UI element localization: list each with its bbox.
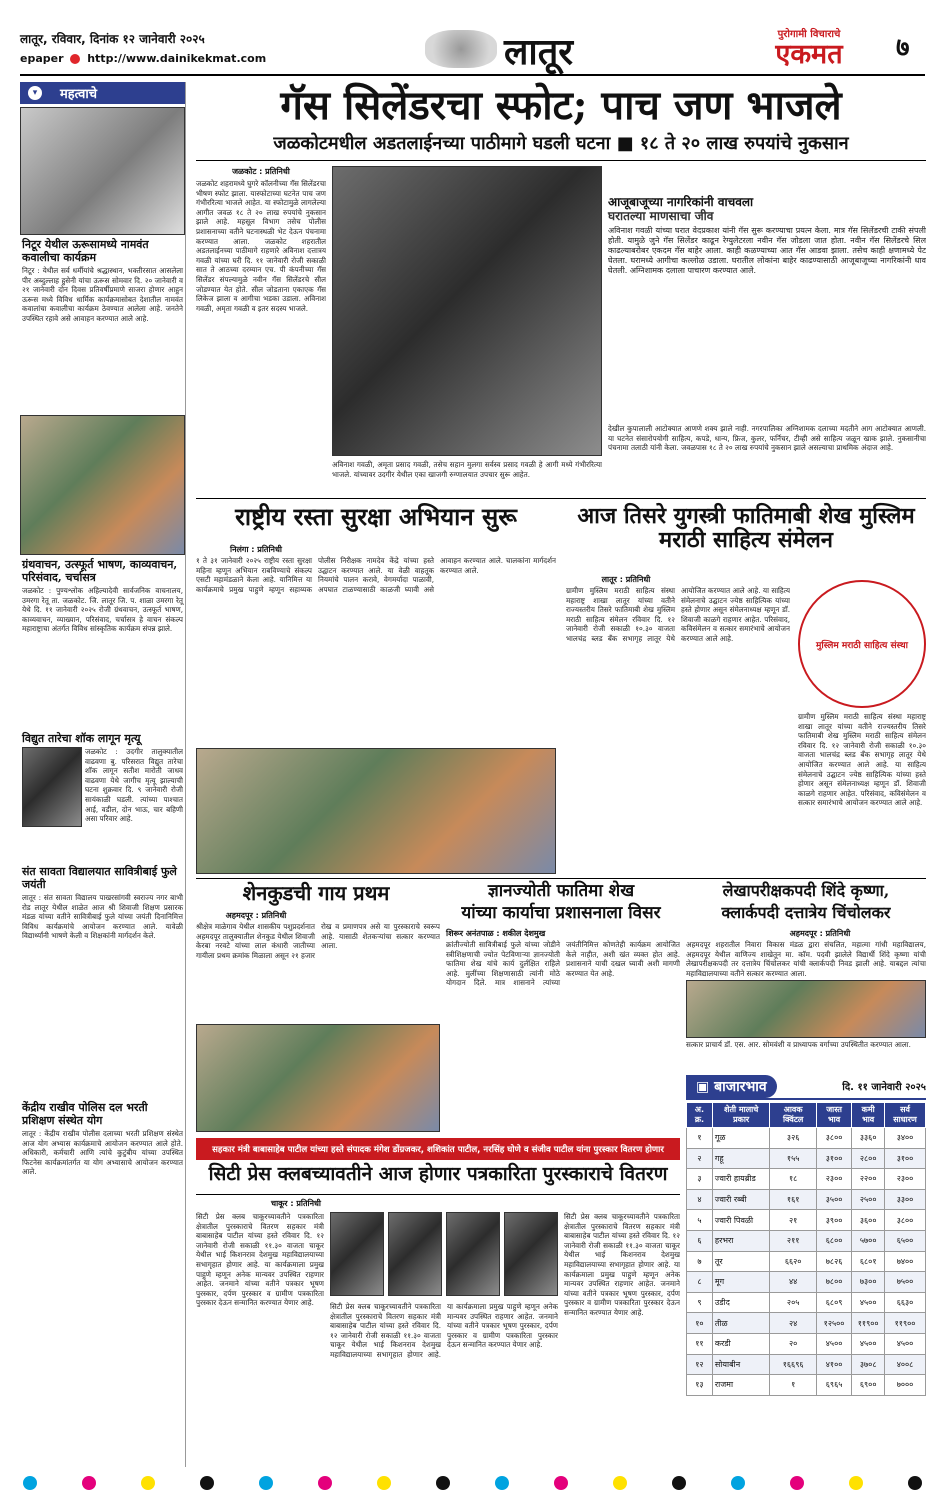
- website-link[interactable]: http://www.dainikekmat.com: [87, 52, 267, 65]
- market-title-badge: [686, 1075, 777, 1098]
- cow-headline: शेनकुडची गाय प्रथम: [242, 881, 390, 905]
- sidebar-headline: ग्रंथवाचन, उत्स्फूर्त भाषण, काव्यवाचन, परिसंवाद, चर्चासत्र: [22, 558, 178, 584]
- table-cell: ४५००: [852, 1333, 885, 1354]
- cow-byline: अहमदपूर : प्रतिनिधी: [225, 911, 287, 920]
- table-cell: ३१००: [816, 1148, 851, 1169]
- table-cell: ५: [687, 1210, 713, 1231]
- table-cell: ४४: [770, 1272, 816, 1293]
- table-cell: ३९००: [816, 1210, 851, 1231]
- sidebar-photo-shrine: [20, 107, 185, 235]
- emblem-text: मुस्लिम मराठी साहित्य संस्था: [816, 640, 908, 651]
- road-body: १ ते ३१ जानेवारी २०२५ राष्ट्रीय रस्ता सुरक्षा महिना म्हणून अभियान राबविण्याचे संकल्प एसटी महामंडळाने केला आहे. यानिमित्त या कार्यक्रमाचे प्रमुख पाहुणे म्हणून सहाय्यक पोलीस निरीक्षक नामदेव केंद्रे यांच्या हस्ते उद्घाटन करण्यात आले. या वेळी वाहतूक नियमांचे पालन करावे, वेगमर्यादा पाळावी, अपघात टाळण्यासाठी काळजी घ्यावी असे आवाहन करण्यात आले. चालकांना मार्गदर्शन करण्यात आले.: [196, 556, 556, 594]
- bottom-banner: [196, 1138, 680, 1160]
- table-cell: गूळ: [712, 1128, 770, 1149]
- shop-icon: ▣: [696, 1078, 710, 1095]
- table-cell: करडी: [712, 1333, 770, 1354]
- table-cell: ४१००: [816, 1354, 851, 1375]
- table-row: [687, 1333, 926, 1354]
- market-date: दि. ११ जानेवारी २०२५: [842, 1082, 926, 1093]
- table-cell: ४: [687, 1189, 713, 1210]
- table-cell: २०५: [770, 1292, 816, 1313]
- jyoti-headline-2: यांच्या कार्याचा प्रशासनाला विसर: [461, 903, 661, 923]
- table-cell: ६: [687, 1230, 713, 1251]
- sidebar-body: निटूर : येथील सर्व धर्मीयांचे श्रद्धास्थान, भक्तीरसात आसलेला पीर अब्दुल्लाह हुसेनी यांचा ऊरूस सोमवार दि. २० जानेवारी व २१ जानेवारी दोन दिवस प्रतिवर्षीप्रमाणे साजरा होणार आहुन ऊरूस मध्ये विविध धार्मिक कार्यक्रमासोबत देशातील नामवंत कवालांचा कवालीचा कार्यक्रम ठेवण्यात आलेला आहे. जनतेने उपस्थित रहावे असे आवाहन करण्यात आले आहे.: [22, 266, 183, 323]
- table-row: [687, 1148, 926, 1169]
- market-column-header: सर्व साधारण: [885, 1103, 926, 1128]
- audit-byline: अहमदपूर : प्रतिनिधी: [789, 929, 851, 938]
- market-table: [686, 1102, 926, 1396]
- road-byline: निलंगा : प्रतिनिधी: [230, 545, 282, 554]
- table-cell: ६६३०: [885, 1292, 926, 1313]
- table-cell: २४: [770, 1313, 816, 1334]
- table-cell: ६९००: [852, 1375, 885, 1396]
- dateline: लातूर, रविवार, दिनांक १२ जानेवारी २०२५: [20, 32, 205, 46]
- audit-photo: [686, 980, 926, 1038]
- market-column-header: कमी भाव: [852, 1103, 885, 1128]
- market-column-header: जास्त भाव: [816, 1103, 851, 1128]
- cow-body: श्रीक्षेत्र माळेगाव येथील शासकीय पशुप्रदर्शनात अहमदपूर तालुक्यातील शेनकुड येथील शिवाजी केरबा नरवटे यांच्या लाल कंधारी जातीच्या गायीला प्रथम क्रमांक मिळाला असून २१ हजार रोख व प्रमाणपत्र असे या पुरस्काराचे स्वरूप आहे. यासाठी शेतकऱ्यांचा सत्कार करण्यात आला.: [196, 922, 440, 960]
- table-cell: २८००: [852, 1148, 885, 1169]
- sidebar-headline: केंद्रीय राखीव पोलिस दल भरती प्रशिक्षण संस्थेत योग: [22, 1101, 148, 1127]
- header-rule: [20, 74, 925, 76]
- table-cell: १०: [687, 1313, 713, 1334]
- table-cell: ज्वारी पिवळी: [712, 1210, 770, 1231]
- table-cell: ५७००: [852, 1230, 885, 1251]
- sidebar-header: [20, 82, 185, 104]
- table-cell: ३६००: [852, 1210, 885, 1231]
- lead-photo-fire: [332, 166, 602, 456]
- jyoti-headline-1: ज्ञानज्योती फातिमा शेख: [487, 881, 635, 901]
- table-row: [687, 1272, 926, 1293]
- table-cell: १६१: [770, 1189, 816, 1210]
- table-cell: मूग: [712, 1272, 770, 1293]
- sidebar-body: जळकोट : उदगीर तालुक्यातील वाढवणा बु. परिसरात विद्युत तारेचा शॉक लागून सतीश मारोती जाधव वाढवणा येथे जागीच मृत्यू झाल्याची घटना शुक्रवार दि. ९ जानेवारी रोजी सायंकाळी घडली. त्यांच्या पाश्चात आई, वडील, दोन भाऊ, चार बहिणी असा परिवार आहे.: [85, 747, 183, 824]
- epaper-line: [20, 52, 266, 65]
- masthead: [20, 28, 925, 72]
- table-cell: राजमा: [712, 1375, 770, 1396]
- sidebar-title: महत्वाचे: [60, 87, 97, 102]
- bottom-rule: [196, 1194, 680, 1195]
- table-cell: १२: [687, 1354, 713, 1375]
- table-cell: ११: [687, 1333, 713, 1354]
- road-photo-event: [196, 748, 556, 874]
- cow-photo: [196, 1024, 440, 1132]
- sidebar-headline: विद्युत तारेचा शॉक लागून मृत्यू: [22, 732, 141, 745]
- sidebar-headline: निटूर येथील ऊरूसामध्ये नामवंत कवालीचा कार्यक्रम: [22, 238, 149, 264]
- bottom-body-right: सिटी प्रेस क्लब चाकूरच्यावतीने पत्रकारिता क्षेत्रातील पुरस्काराचे वितरण सहकार मंत्री बाबासाहेब पाटील यांच्या हस्ते रविवार दि. १२ जानेवारी रोजी सकाळी ११.३० वाजता चाकूर येथील भाई किशनराव देशमुख महाविद्यालयाच्या सभागृहात होणार आहे. या कार्यक्रमाला प्रमुख पाहुणे म्हणून अनेक मान्यवर उपस्थित राहणार आहेत. जनमाने यांच्या वतीने पत्रकार भूषण पुरस्कार, दर्पण पुरस्कार व ग्रामीण पत्रकारिता पुरस्कार देऊन सन्मानित करण्यात येणार आहे.: [564, 1212, 680, 1317]
- sidebar: [20, 82, 186, 1467]
- market-table-header: [687, 1103, 926, 1128]
- table-row: [687, 1128, 926, 1149]
- fatima-headline: आज तिसरे युगस्त्री फातिमाबी शेख मुस्लिम मराठी साहित्य संमेलन: [577, 503, 915, 554]
- table-cell: ३३६०: [852, 1128, 885, 1149]
- table-cell: ८: [687, 1272, 713, 1293]
- table-cell: ४००८: [885, 1354, 926, 1375]
- portrait-photo: [388, 1212, 442, 1296]
- bottom-body-mid: सिटी प्रेस क्लब चाकूरच्यावतीने पत्रकारिता क्षेत्रातील पुरस्काराचे वितरण सहकार मंत्री बाबासाहेब पाटील यांच्या हस्ते रविवार दि. १२ जानेवारी रोजी सकाळी ११.३० वाजता चाकूर येथील भाई किशनराव देशमुख महाविद्यालयाच्या सभागृहात होणार आहे. या कार्यक्रमाला प्रमुख पाहुणे म्हणून अनेक मान्यवर उपस्थित राहणार आहेत. जनमाने यांच्या वतीने पत्रकार भूषण पुरस्कार, दर्पण पुरस्कार व ग्रामीण पत्रकारिता पुरस्कार देऊन सन्मानित करण्यात येणार आहे.: [330, 1302, 558, 1359]
- table-cell: ज्वारी रब्बी: [712, 1189, 770, 1210]
- table-cell: २३००: [816, 1169, 851, 1190]
- table-cell: ७३००: [852, 1272, 885, 1293]
- jyoti-body: क्रांतीज्योती सावित्रीबाई फुले यांच्या जोडीने स्त्रीशिक्षणाची ज्योत पेटविणाऱ्या ज्ञानज्योती फातिमा शेख यांचे कार्य दुर्लक्षित राहिले आहे. मुलींच्या शिक्षणासाठी त्यांनी मोठे योगदान दिले. मात्र शासनाने त्यांच्या जयंतीनिमित्त कोणतेही कार्यक्रम आयोजित केले नाहीत, अशी खंत व्यक्त होत आहे. प्रशासनाने याची दखल घ्यावी अशी मागणी करण्यात येत आहे.: [446, 940, 680, 988]
- table-cell: २५००: [852, 1189, 885, 1210]
- epaper-label: epaper: [20, 52, 64, 65]
- brand-logo: एकमत: [775, 39, 843, 70]
- table-cell: १८: [770, 1169, 816, 1190]
- table-cell: ३३००: [885, 1189, 926, 1210]
- lead-column: [196, 166, 326, 494]
- table-row: [687, 1169, 926, 1190]
- section-rule: [196, 498, 926, 499]
- sidebox-subtitle: घरातल्या माणसाचा जीव: [608, 208, 714, 223]
- table-cell: तूर: [712, 1251, 770, 1272]
- table-row: [687, 1230, 926, 1251]
- sidebox-body: अविनाश गवळी यांच्या घरात वेदप्रकाश यांनी गॅस सुरू करण्याचा प्रयत्न केला. मात्र गॅस सिलेंडरची टाकी संपली होती. यामुळे जुने गॅस सिलेंडर काढून रेग्युलेटरला नवीन गॅस जोडला जात होता. नवीन गॅस सिलेंडरचे सिल काढल्याबरोबर एकदम गॅस बाहेर आला. काही कळण्याच्या आत गॅस आडवा झाला. तसेच काही क्षणामध्ये पेट घेतला. घरामध्ये आगीचा कल्लोळ उडाला. घरातील लोकांना बाहेर काढण्यासाठी आजूबाजूच्या नागरिकांनी धाव घेतली. अग्निशामक दलाला पाचारण करण्यात आले.: [608, 225, 926, 276]
- table-cell: ७८००: [816, 1272, 851, 1293]
- audit-body: अहमदपूर शहरातील निवारा विकास मंडळ द्वारा संचलित, महात्मा गांधी महाविद्यालय, अहमदपूर येथील वाणिज्य शाखेतून मा. कॉम. पदवी झालेले विद्यार्थी शिंदे कृष्णा यांची लेखापरीक्षकपदी तर दत्तात्रेय चिंचोलकर यांची क्लार्कपदी निवड झाली आहे. याबद्दल त्यांचा महाविद्यालयाच्या वतीने सत्कार करण्यात आला.: [686, 940, 926, 978]
- table-cell: ३१००: [885, 1148, 926, 1169]
- market-column-header: आवक क्विंटल: [770, 1103, 816, 1128]
- sidebar-story-row: [20, 745, 185, 861]
- brand-tagline: पुरोगामी विचाराचे: [777, 29, 841, 40]
- table-cell: २११: [770, 1230, 816, 1251]
- table-cell: १३: [687, 1375, 713, 1396]
- table-cell: ९: [687, 1292, 713, 1313]
- table-cell: १५५: [770, 1148, 816, 1169]
- table-cell: ३८००: [885, 1210, 926, 1231]
- table-cell: हरभरा: [712, 1230, 770, 1251]
- bottom-body-left: सिटी प्रेस क्लब चाकूरच्यावतीने पत्रकारिता क्षेत्रातील पुरस्काराचे वितरण सहकार मंत्री बाबासाहेब पाटील यांच्या हस्ते रविवार दि. १२ जानेवारी रोजी सकाळी ११.३० वाजता चाकूर येथील भाई किशनराव देशमुख महाविद्यालयाच्या सभागृहात होणार आहे. या कार्यक्रमाला प्रमुख पाहुणे म्हणून अनेक मान्यवर उपस्थित राहणार आहेत. जनमाने यांच्या वतीने पत्रकार भूषण पुरस्कार, दर्पण पुरस्कार व ग्रामीण पत्रकारिता पुरस्कार देऊन सन्मानित करण्यात येणार आहे.: [196, 1212, 324, 1308]
- table-cell: ६८०९: [816, 1292, 851, 1313]
- table-row: [687, 1251, 926, 1272]
- table-cell: १: [687, 1128, 713, 1149]
- globe-icon: [70, 54, 80, 64]
- bottom-byline: चाकूर : प्रतिनिधी: [270, 1199, 322, 1208]
- table-cell: २: [687, 1148, 713, 1169]
- bottom-portraits: [330, 1212, 558, 1296]
- lead-photo-caption: अविनाश गवळी, अमृता प्रसाद गवळी, तसेच सहान मुलगा सर्वस्व प्रसाद गवळी हे आगी मध्ये गंभीररित्या भाजले. यांच्यावर उदगीर येथील एका खाजगी रुग्णालयात उपचार सुरू आहेत.: [332, 460, 602, 479]
- table-cell: ४५००: [816, 1333, 851, 1354]
- audit-headline-2: क्लार्कपदी दत्तात्रेय चिंचोलकर: [721, 903, 891, 922]
- table-cell: ३७०८: [852, 1354, 885, 1375]
- sidebar-body: जळकोट : पुण्यश्लोक अहिल्यादेवी सार्वजनिक वाचनालय, उमरगा रेतू ता. जळकोट. जि. लातूर जि. प. शाळा उमरगा रेतू येथे दि. ११ जानेवारी २०२५ रोजी ग्रंथवाचन, उत्स्फूर्त भाषण, काव्यवाचन, व्याख्यान, परिसंवाद, चर्चासत्र हे वाचन संकल्प महाराष्ट्राचा अंतर्गत विविध सांस्कृतिक कार्यक्रम संपन्न झाले.: [22, 586, 183, 634]
- table-cell: ३: [687, 1169, 713, 1190]
- table-cell: १६६९६: [770, 1354, 816, 1375]
- market-title: बाजारभाव: [714, 1078, 767, 1095]
- table-cell: ६६२०: [770, 1251, 816, 1272]
- market-column-header: अ. क्र.: [687, 1103, 713, 1128]
- market-header: [686, 1074, 926, 1100]
- jyoti-byline: शिरूर अनंतपाळ : शकील देशमुख: [446, 929, 546, 938]
- table-cell: ३५००: [816, 1189, 851, 1210]
- table-row: [687, 1210, 926, 1231]
- table-cell: गहू: [712, 1148, 770, 1169]
- city-name: लातूर: [504, 31, 573, 73]
- table-cell: ६८००: [816, 1230, 851, 1251]
- table-cell: उडीद: [712, 1292, 770, 1313]
- fatima-emblem: [798, 580, 926, 708]
- brand-block: [744, 26, 874, 70]
- portrait-photo: [22, 747, 82, 827]
- table-row: [687, 1189, 926, 1210]
- page-number: ७: [896, 33, 910, 63]
- banner-text: सहकार मंत्री बाबासाहेब पाटील यांच्या हस्ते संपादक मंगेश डोंग्रजकर, शशिकांत पाटील, नरसिंह घोणे व संजीव पाटील यांना पुरस्कार वितरण होणार: [212, 1145, 664, 1155]
- sidebar-body: लातूर : केंद्रीय राखीव पोलीस दलाच्या भरती प्रशिक्षण संस्थेत आज योग अभ्यास कार्यक्रमाचे आयोजन करण्यात आले होते. अधिकारी, कर्मचारी आणि त्यांचे कुटुंबीय यांच्या उपस्थित फिटनेस कार्यक्रमांतर्गत या योग अभ्यासाचे आयोजन करण्यात आले.: [22, 1129, 183, 1177]
- section-rule: [196, 878, 926, 879]
- table-cell: १: [770, 1375, 816, 1396]
- market-panel: [686, 1074, 926, 1468]
- sidebar-photo-students: [20, 415, 185, 555]
- table-cell: ७०००: [885, 1375, 926, 1396]
- portrait-photo: [504, 1212, 558, 1296]
- table-cell: ३४००: [885, 1128, 926, 1149]
- table-cell: ६८०१: [852, 1251, 885, 1272]
- table-row: [687, 1313, 926, 1334]
- table-cell: ४५००: [852, 1292, 885, 1313]
- chevron-down-icon: ▾: [28, 86, 42, 100]
- table-cell: २०: [770, 1333, 816, 1354]
- sidebar-body: लातूर : संत सावता विद्यालय पाखरसांगवी स्वराज्य नगर बाभी रोड लातूर येथील शाळेत आज श्री शिवाजी शिक्षण प्रसारक मंडळ यांच्या वतीने सावित्रीबाई फुले यांच्या जयंती दिनानिमित्त विविध कार्यक्रमांचे आयोजन करण्यात आले. यावेळी विद्यार्थ्यांनी भाषणे केली व शिक्षकांनी मार्गदर्शन केले.: [22, 893, 183, 941]
- fatima-body: ग्रामीण मुस्लिम मराठी साहित्य संस्था महाराष्ट्र शाखा लातूर यांच्या वतीने राज्यस्तरीय तिसरे फातिमाबी शेख मुस्लिम मराठी साहित्य संमेलन रविवार दि. १२ जानेवारी रोजी सकाळी १०.३० वाजता भालचंद्र ब्लड बँक सभागृह लातूर येथे आयोजित करण्यात आले आहे. या साहित्य संमेलनाचे उद्घाटन ज्येष्ठ साहित्यिक यांच्या हस्ते होणार असून संमेलनाध्यक्ष म्हणून डॉ. शिवाजी काळगे राहणार आहेत. परिसंवाद, कविसंमेलन व सत्कार समारंभाचे आयोजन करण्यात आले आहे.: [566, 586, 790, 643]
- table-row: [687, 1292, 926, 1313]
- lead-body: जळकोट शहरामध्ये घुगरे कॉलनीच्या गॅस सिलेंडरचा भीषण स्फोट झाला. यास्फोटाच्या घटनेत पाच जण गंभीररित्या भाजले आहेत. या स्फोटामुळे लागलेल्या आगीत जवळ १८ ते २० लाख रुपयांचे नुकसान झाले आहे. महसूल विभाग तसेच पोलीस प्रशासनाच्या वतीने घटनास्थळी भेट देऊन पंचनामा करण्यात आला. जळकोट शहरातील अडतलाईनच्या पाठीमागे राहणारे अविनाश दत्तात्रय गवळी यांच्या घरी दि. ११ जानेवारी रोजी सकाळी सात ते आठच्या दरम्यान एच. पी कंपनीच्या गॅस सिलेंडर संपल्यामुळे नवीन गॅस सिलेंडरचे सील जोडण्यात येत होते. सील जोडताना एकाएक गॅस लिकेज झाला व आगीचा भडका उडाला. अविनाश गवळी, अमृता गवळी व इतर सदस्य भाजले.: [196, 179, 326, 313]
- table-cell: ७५००: [885, 1272, 926, 1293]
- lead-rule: [196, 160, 926, 161]
- lead-sidebox: [608, 196, 926, 416]
- market-table-body: [687, 1128, 926, 1396]
- table-cell: सोयाबीन: [712, 1354, 770, 1375]
- table-cell: ३८००: [816, 1128, 851, 1149]
- lead-bottom-body: देखील कुपालाली आटोक्यात आणणे शक्य झाले नाही. नगरपालिका अग्निशामक दलाच्या मदतीने आग आटोक्यात आणली. या घटनेत संसारोपयोगी साहित्य, कपडे, धान्य, फ्रिज, कुलर, फर्निचर, टीव्ही असे साहित्य जळून खाक झाले. नुकसानीचा पंचनामा तलाठी यांनी केला. जवळपास १८ ते २० लाख रुपयांचे नुकसान झाले असल्याचा प्राथमिक अंदाज आहे.: [608, 424, 926, 453]
- audit-headline-1: लेखापरीक्षकपदी शिंदे कृष्णा,: [722, 881, 890, 900]
- table-cell: १२५००: [816, 1313, 851, 1334]
- table-cell: ३२६: [770, 1128, 816, 1149]
- market-column-header: शेती मालाचे प्रकार: [712, 1103, 770, 1128]
- table-cell: ६५००: [885, 1230, 926, 1251]
- lead-headline: गॅस सिलेंडरचा स्फोट; पाच जण भाजले: [280, 82, 842, 129]
- table-cell: ७८२६: [816, 1251, 851, 1272]
- sidebar-headline: संत सावता विद्यालयात सावित्रीबाई फुले जयंती: [22, 865, 177, 891]
- road-headline: राष्ट्रीय रस्ता सुरक्षा अभियान सुरू: [235, 502, 517, 531]
- table-cell: २२००: [852, 1169, 885, 1190]
- lead-byline: जळकोट : प्रतिनिधी: [232, 167, 290, 176]
- sidebox-title: आजूबाजूच्या नागरिकांनी वाचवला: [608, 195, 754, 209]
- fatima-body-extra: ग्रामीण मुस्लिम मराठी साहित्य संस्था महाराष्ट्र शाखा लातूर यांच्या वतीने राज्यस्तरीय तिसरे फातिमाबी शेख मुस्लिम मराठी साहित्य संमेलन रविवार दि. १२ जानेवारी रोजी सकाळी १०.३० वाजता भालचंद्र ब्लड बँक सभागृह लातूर येथे आयोजित करण्यात आले आहे. या साहित्य संमेलनाचे उद्घाटन ज्येष्ठ साहित्यिक यांच्या हस्ते होणार असून संमेलनाध्यक्ष म्हणून डॉ. शिवाजी काळगे राहणार आहेत. परिसंवाद, कविसंमेलन व सत्कार समारंभाचे आयोजन करण्यात आले आहे.: [798, 712, 926, 808]
- table-cell: २१: [770, 1210, 816, 1231]
- table-cell: ७: [687, 1251, 713, 1272]
- city-emblem-icon: [425, 30, 497, 68]
- table-row: [687, 1375, 926, 1396]
- fatima-byline: लातूर : प्रतिनिधी: [601, 575, 651, 584]
- table-cell: ज्वारी हायब्रीड: [712, 1169, 770, 1190]
- portrait-photo: [330, 1212, 384, 1296]
- lead-subhead: जळकोटमधील अडतलाईनच्या पाठीमागे घडली घटना ■ १८ ते २० लाख रुपयांचे नुकसान: [273, 133, 849, 154]
- table-cell: ११९००: [885, 1313, 926, 1334]
- table-cell: ४५००: [885, 1333, 926, 1354]
- portrait-photo: [446, 1212, 500, 1296]
- table-cell: २३००: [885, 1169, 926, 1190]
- table-cell: ७४००: [885, 1251, 926, 1272]
- audit-caption: सत्कार प्राचार्य डॉ. एस. आर. सोमवंशी व प्राध्यापक वर्गाच्या उपस्थितीत करण्यात आला.: [686, 1040, 911, 1049]
- table-cell: ६९६५: [816, 1375, 851, 1396]
- bottom-headline: सिटी प्रेस क्लबच्यावतीने आज होणार पत्रकारिता पुरस्काराचे वितरण: [208, 1163, 668, 1185]
- table-row: [687, 1354, 926, 1375]
- table-cell: ११९००: [852, 1313, 885, 1334]
- table-cell: तीळ: [712, 1313, 770, 1334]
- registration-color-bar: [0, 1474, 945, 1492]
